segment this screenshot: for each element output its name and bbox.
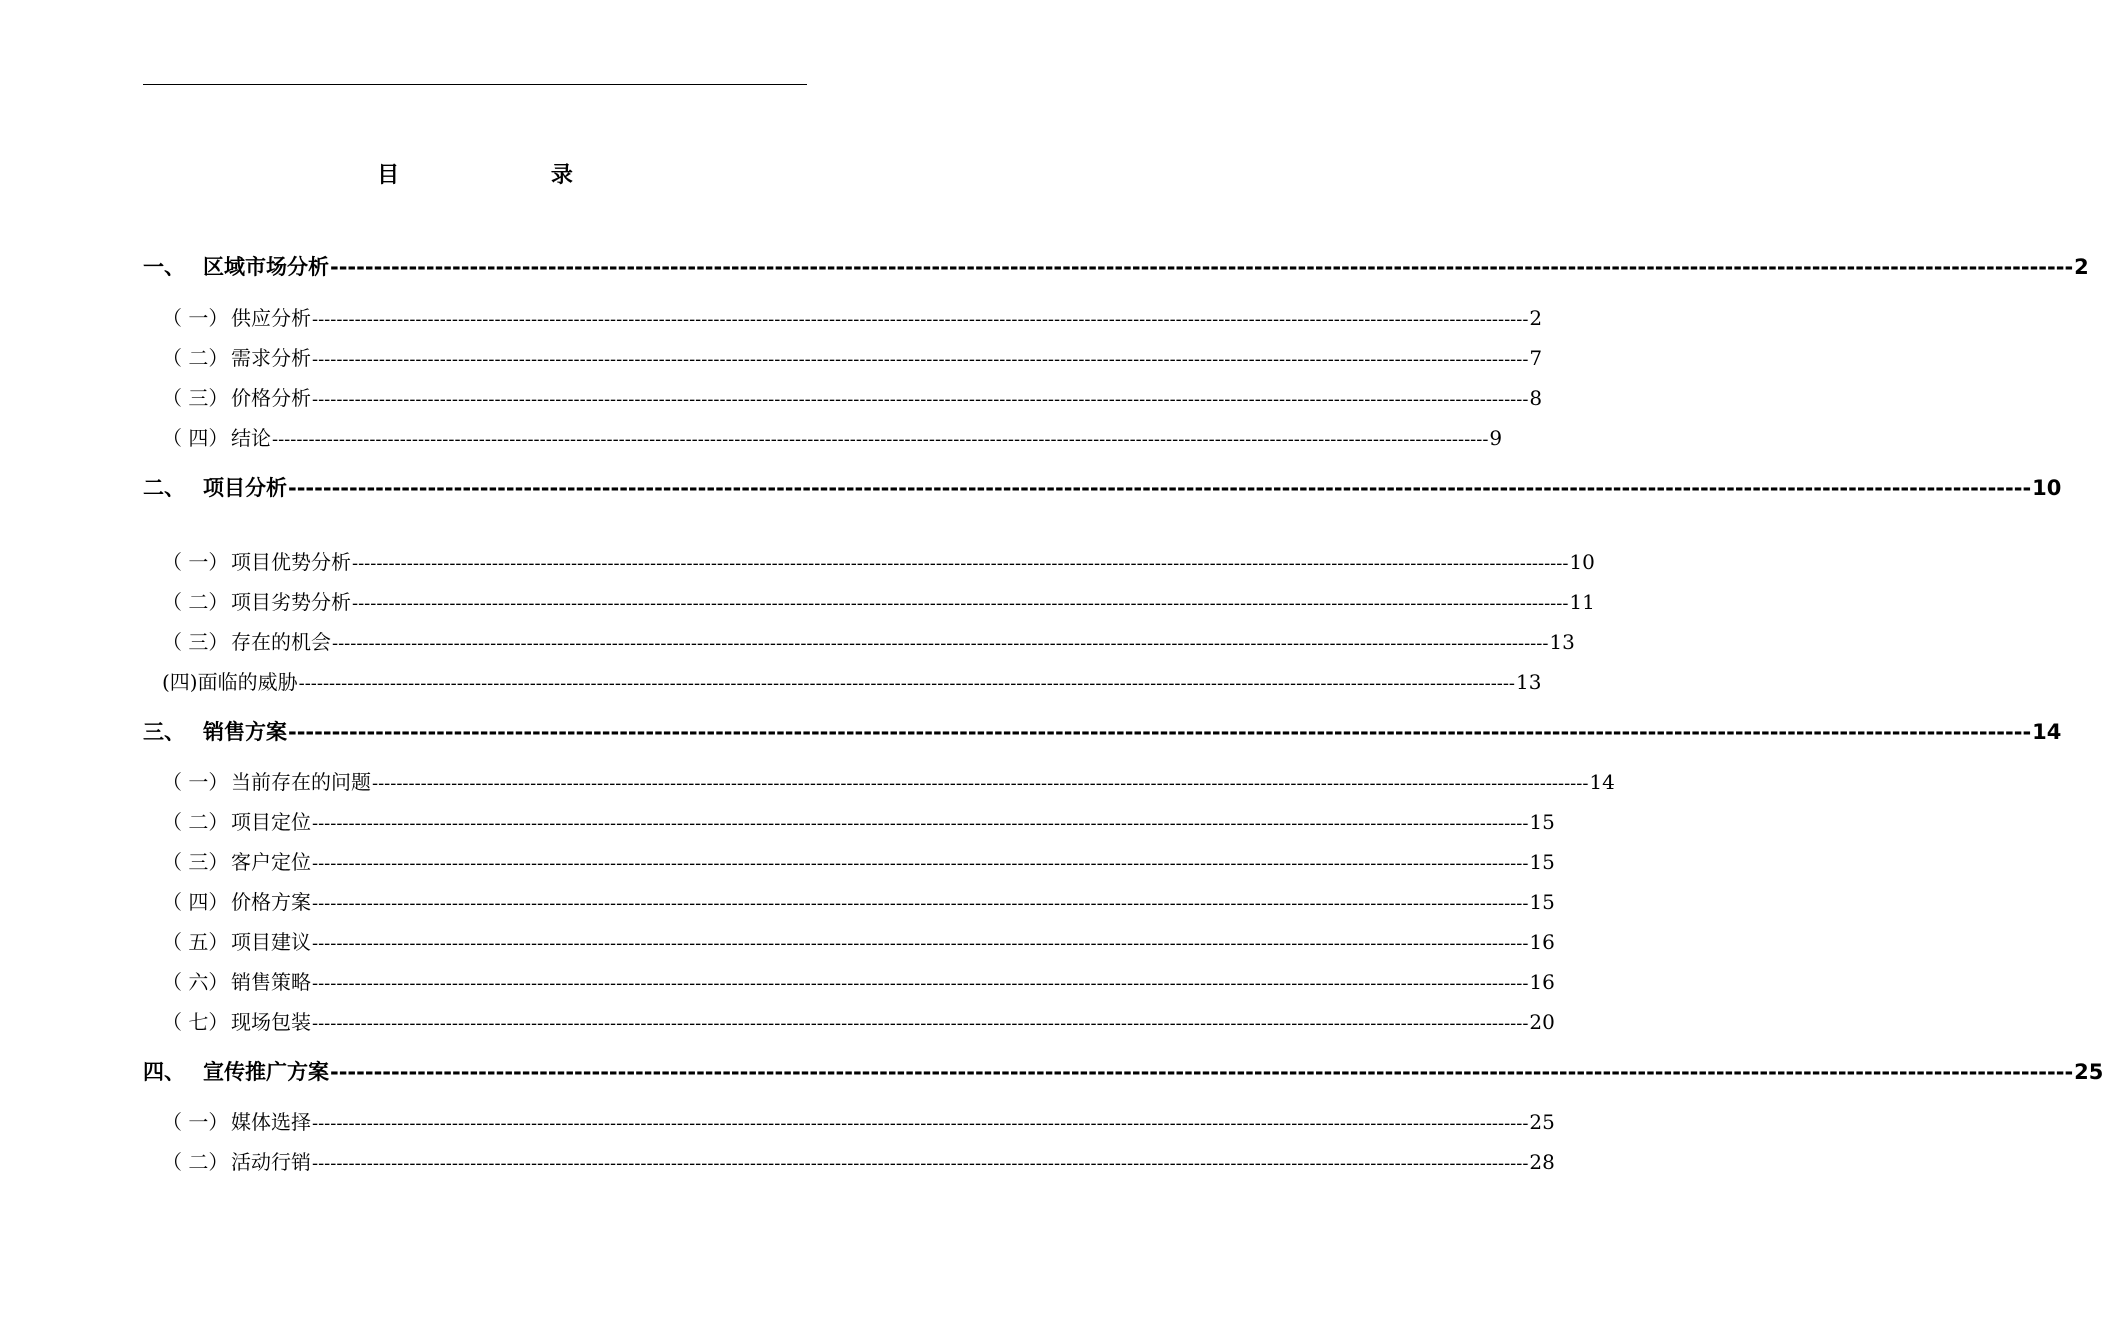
toc-entry-title: 价格方案 (231, 890, 311, 914)
toc-entry-number: （ 四） (162, 890, 229, 914)
toc-subsection-entry[interactable] (162, 669, 1542, 697)
toc-dot-leader: -------------------------------------------------------------------------------------------------------------------------------------------------------------------------------------------------------- (312, 973, 1529, 994)
toc-dot-leader: -------------------------------------------------------------------------------------------------------------------------------------------------------------------------------------------------------- (330, 255, 2074, 279)
toc-entry-number: （ 四） (162, 426, 229, 450)
toc-dot-leader: -------------------------------------------------------------------------------------------------------------------------------------------------------------------------------------------------------- (288, 720, 2032, 744)
toc-entry-title: 销售方案 (203, 720, 287, 744)
toc-subsection-entry[interactable] (162, 1009, 1555, 1037)
toc-dot-leader: -------------------------------------------------------------------------------------------------------------------------------------------------------------------------------------------------------- (312, 893, 1529, 914)
toc-subsection-entry[interactable] (162, 929, 1555, 957)
toc-entry-page: 8 (1529, 386, 1543, 410)
toc-dot-leader: -------------------------------------------------------------------------------------------------------------------------------------------------------------------------------------------------------- (312, 933, 1529, 954)
toc-entry-page: 9 (1489, 426, 1503, 450)
toc-entry-number: （ 二） (162, 590, 229, 614)
toc-entry-page: 16 (1529, 970, 1555, 994)
toc-entry-title: 区域市场分析 (203, 255, 329, 279)
toc-subsection-entry[interactable] (162, 629, 1575, 657)
toc-dot-leader: -------------------------------------------------------------------------------------------------------------------------------------------------------------------------------------------------------- (372, 773, 1589, 794)
toc-entry-number: （ 二） (162, 1150, 229, 1174)
toc-subsection-entry[interactable] (162, 769, 1615, 797)
toc-entry-title: 现场包装 (231, 1010, 311, 1034)
toc-section-entry[interactable] (143, 1059, 2103, 1085)
toc-entry-title: 项目劣势分析 (231, 590, 351, 614)
toc-entry-page: 25 (1529, 1110, 1555, 1134)
toc-entry-number: （ 三） (162, 386, 229, 410)
toc-subsection-entry[interactable] (162, 809, 1555, 837)
toc-dot-leader: -------------------------------------------------------------------------------------------------------------------------------------------------------------------------------------------------------- (352, 593, 1569, 614)
toc-title: 目 录 (377, 163, 645, 188)
toc-subsection-entry[interactable] (162, 425, 1503, 453)
toc-entry-title: 媒体选择 (231, 1110, 311, 1134)
toc-section-entry[interactable] (143, 475, 2062, 501)
toc-entry-title: 需求分析 (231, 346, 311, 370)
toc-entry-page: 13 (1516, 670, 1542, 694)
toc-entry-page: 16 (1529, 930, 1555, 954)
toc-entry-page: 20 (1529, 1010, 1555, 1034)
toc-entry-title: 项目优势分析 (231, 550, 351, 574)
toc-entry-page: 25 (2074, 1060, 2103, 1084)
toc-entry-number: （ 一） (162, 550, 229, 574)
toc-entry-number: （ 七） (162, 1010, 229, 1034)
toc-entry-page: 10 (2032, 476, 2062, 500)
toc-dot-leader: -------------------------------------------------------------------------------------------------------------------------------------------------------------------------------------------------------- (352, 553, 1569, 574)
toc-entry-page: 15 (1529, 850, 1555, 874)
toc-entry-title: 项目分析 (203, 476, 287, 500)
toc-entry-number: 一、 (143, 255, 185, 279)
toc-entry-page: 14 (1589, 770, 1615, 794)
toc-entry-number: （ 六） (162, 970, 229, 994)
toc-entry-title: 宣传推广方案 (203, 1060, 329, 1084)
toc-section-entry[interactable] (143, 719, 2062, 745)
toc-dot-leader: -------------------------------------------------------------------------------------------------------------------------------------------------------------------------------------------------------- (312, 349, 1529, 370)
toc-entry-number: （ 三） (162, 630, 229, 654)
toc-entry-title: 销售策略 (231, 970, 311, 994)
toc-entry-number: （ 三） (162, 850, 229, 874)
toc-entry-number: 二、 (143, 476, 185, 500)
toc-dot-leader: -------------------------------------------------------------------------------------------------------------------------------------------------------------------------------------------------------- (312, 1013, 1529, 1034)
toc-entry-page: 15 (1529, 890, 1555, 914)
toc-subsection-entry[interactable] (162, 969, 1555, 997)
toc-subsection-entry[interactable] (162, 385, 1543, 413)
toc-subsection-entry[interactable] (162, 1109, 1555, 1137)
header-rule (143, 84, 807, 85)
toc-entry-page: 15 (1529, 810, 1555, 834)
toc-entry-page: 10 (1569, 550, 1595, 574)
toc-dot-leader: -------------------------------------------------------------------------------------------------------------------------------------------------------------------------------------------------------- (312, 813, 1529, 834)
toc-entry-page: 11 (1569, 590, 1595, 614)
toc-dot-leader: -------------------------------------------------------------------------------------------------------------------------------------------------------------------------------------------------------- (330, 1060, 2074, 1084)
toc-entry-number: （ 二） (162, 810, 229, 834)
toc-entry-title: 面临的威胁 (197, 670, 298, 694)
toc-dot-leader: -------------------------------------------------------------------------------------------------------------------------------------------------------------------------------------------------------- (288, 476, 2032, 500)
toc-entry-page: 7 (1529, 346, 1543, 370)
toc-entry-number: （ 一） (162, 1110, 229, 1134)
toc-entry-page: 2 (1529, 306, 1543, 330)
toc-subsection-entry[interactable] (162, 1149, 1555, 1177)
toc-entry-number: 四、 (143, 1060, 185, 1084)
toc-entry-page: 13 (1549, 630, 1575, 654)
toc-entry-number: (四) (162, 670, 198, 694)
toc-entry-title: 项目定位 (231, 810, 311, 834)
toc-entry-number: （ 一） (162, 306, 229, 330)
toc-section-entry[interactable] (143, 254, 2089, 280)
toc-subsection-entry[interactable] (162, 549, 1595, 577)
toc-subsection-entry[interactable] (162, 889, 1555, 917)
toc-entry-title: 活动行销 (231, 1150, 311, 1174)
toc-entry-title: 结论 (231, 426, 271, 450)
toc-entry-page: 2 (2074, 255, 2089, 279)
toc-entry-page: 14 (2032, 720, 2062, 744)
toc-entry-number: （ 五） (162, 930, 229, 954)
toc-entry-number: 三、 (143, 720, 185, 744)
toc-entry-title: 项目建议 (231, 930, 311, 954)
toc-dot-leader: -------------------------------------------------------------------------------------------------------------------------------------------------------------------------------------------------------- (312, 1153, 1529, 1174)
toc-dot-leader: -------------------------------------------------------------------------------------------------------------------------------------------------------------------------------------------------------- (312, 309, 1529, 330)
toc-dot-leader: -------------------------------------------------------------------------------------------------------------------------------------------------------------------------------------------------------- (312, 1113, 1529, 1134)
toc-dot-leader: -------------------------------------------------------------------------------------------------------------------------------------------------------------------------------------------------------- (312, 389, 1529, 410)
toc-entry-number: （ 一） (162, 770, 229, 794)
toc-entry-title: 供应分析 (231, 306, 311, 330)
toc-entry-title: 存在的机会 (231, 630, 331, 654)
toc-subsection-entry[interactable] (162, 589, 1595, 617)
toc-dot-leader: -------------------------------------------------------------------------------------------------------------------------------------------------------------------------------------------------------- (332, 633, 1549, 654)
toc-subsection-entry[interactable] (162, 305, 1543, 333)
toc-entry-number: （ 二） (162, 346, 229, 370)
toc-entry-title: 客户定位 (231, 850, 311, 874)
toc-entry-title: 价格分析 (231, 386, 311, 410)
toc-subsection-entry[interactable] (162, 345, 1543, 373)
toc-dot-leader: -------------------------------------------------------------------------------------------------------------------------------------------------------------------------------------------------------- (312, 853, 1529, 874)
toc-entry-page: 28 (1529, 1150, 1555, 1174)
toc-dot-leader: -------------------------------------------------------------------------------------------------------------------------------------------------------------------------------------------------------- (272, 429, 1489, 450)
toc-subsection-entry[interactable] (162, 849, 1555, 877)
toc-entry-title: 当前存在的问题 (231, 770, 371, 794)
toc-dot-leader: -------------------------------------------------------------------------------------------------------------------------------------------------------------------------------------------------------- (298, 673, 1516, 694)
